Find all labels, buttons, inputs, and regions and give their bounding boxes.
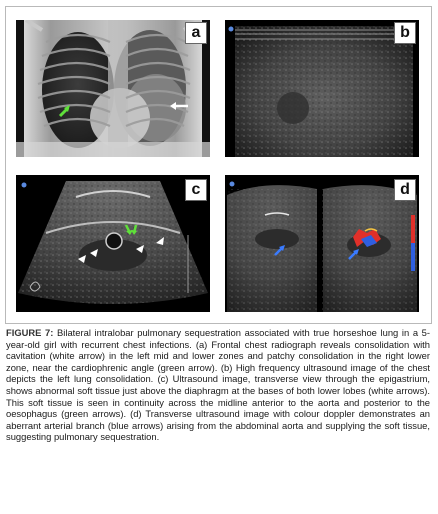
caption-text: Bilateral intralobar pulmonary sequestration associated with true horseshoe lung in a 5-year-old girl with recurrent chest infections. (a) Frontal chest radiograph reveals consolidation with cavitation (white arrow) in the left mid and lower zones and patchy consolidation in the right lower zone, near the cardiophrenic angle (green arrow). (b) High frequency ultrasound image of the chest depicts the left lung consolidation. (c) Ultrasound image, transverse view through the epigastrium, shows abnormal soft tissue just above the diaphragm at the bases of both lower lobes (white arrows). This soft tissue is seen in continuity across the midline anterior to the aorta and posterior to the oesophagus (green arrows). (d) Transverse ultrasound image with colour doppler demonstrates an aberrant arterial branch (blue arrows) arising from the abdominal aorta and supplying the soft tissue, suggesting pulmonary sequestration. bbox=[6, 327, 430, 443]
caption-label: FIGURE 7: bbox=[6, 327, 54, 338]
panel-c-label: c bbox=[185, 179, 207, 201]
panel-a-label: a bbox=[185, 22, 207, 44]
figure-frame bbox=[5, 6, 432, 324]
ultrasound-image-b bbox=[225, 20, 419, 157]
panel-a-chest-radiograph bbox=[16, 20, 210, 157]
panel-d-label: d bbox=[394, 179, 416, 201]
panel-d-doppler bbox=[225, 175, 419, 312]
panel-c-ultrasound bbox=[16, 175, 210, 312]
ultrasound-image-c bbox=[16, 175, 210, 312]
doppler-image-d bbox=[225, 175, 419, 312]
radiograph-image bbox=[16, 20, 210, 157]
figure-caption bbox=[6, 327, 430, 443]
panel-b-label: b bbox=[394, 22, 416, 44]
panel-b-ultrasound bbox=[225, 20, 419, 157]
